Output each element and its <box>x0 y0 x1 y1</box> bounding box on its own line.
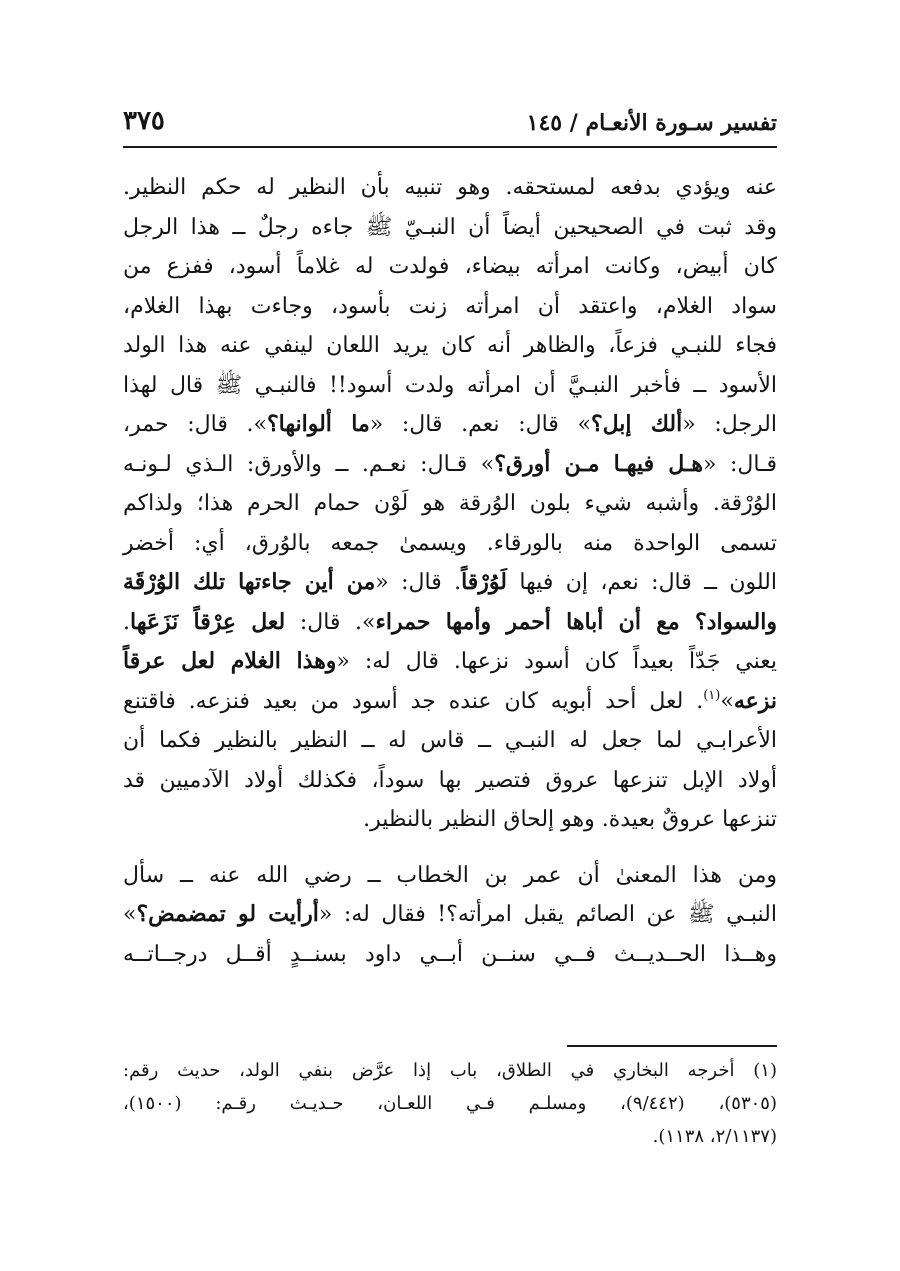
text-line: عنه ويؤدي بدفعه لمستحقه. وهو تنبيه بأن النظير له حكم النظير. <box>123 175 777 200</box>
hadith-quote: والسواد؟ مع أن أباها أحمر وأمها حمراء <box>375 608 777 635</box>
footnote-marker[interactable]: (١) <box>703 687 721 703</box>
text-line: كان أبيض، وكانت امرأته بيضاء، فولدت له غلاماً أسود، ففزع من <box>123 254 777 279</box>
text-line: الرجل: «ألك إبل؟» قال: نعم. قال: «ما ألوانها؟». قال: حمر، <box>123 411 777 437</box>
text-line: فجاء للنبـي فزعاً، والظاهر أنه كان يريد اللعان لينفي عنه هذا الولد <box>123 333 777 358</box>
hadith-quote: نزعه <box>733 687 777 714</box>
text-line: تنزعها عروقٌ بعيدة. وهو إلحاق النظير بالنظير. <box>363 807 777 832</box>
hadith-quote: ما ألوانها؟ <box>266 411 370 437</box>
header-title: تفسير سـورة الأنعـام / ١٤٥ <box>526 110 777 136</box>
text-line: وهــذا الحــديــث فــي سنــن أبــي داود بسنــدٍ أقــل درجــاتــه <box>123 941 777 967</box>
footnote-separator <box>567 1045 777 1047</box>
footnote-line: (١) أخرجه البخاري في الطلاق، باب إذا عرَّض بنفي الولد، حديث رقم: <box>123 1060 777 1081</box>
text-line: وقد ثبت في الصحيحين أيضاً أن النبـيّ ﷺ جاءه رجلٌ ــ هذا الرجل <box>123 214 777 240</box>
text-line: قـال: «هـل فيهـا مـن أورق؟» قـال: نعـم. ــ والأورق: الـذي لـونـه <box>123 450 777 477</box>
hadith-quote: ألك إبل؟ <box>590 411 683 437</box>
main-text <box>123 168 777 974</box>
text-line: الوُرْقة. وأشبه شيء بلون الوُرقة هو لَوْن حمام الحرم هذا؛ ولذاكم <box>123 491 777 516</box>
hadith-quote: أرأيت لو تمضمض؟ <box>136 901 319 927</box>
text-line: الأعرابـي لما جعل له النبـي ــ قاس له ــ النظير بالنظير فكما أن <box>123 728 777 753</box>
page-number: ٣٧٥ <box>123 106 165 136</box>
text-line: يعني جَدّاً بعيداً كان أسود نزعها. قال له: «وهذا الغلام لعل عرقاً <box>123 648 777 674</box>
text-line: الأسود ــ فأخبر النبـيَّ أن امرأته ولدت أسود!! فالنبـي ﷺ قال لهذا <box>123 372 777 398</box>
hadith-quote: من أين جاءتها تلك الوُرْقَة <box>123 569 376 595</box>
footnote-line: (٢/١١٣٧، ١١٣٨). <box>652 1126 777 1147</box>
running-header <box>123 104 777 148</box>
text-line: والسواد؟ مع أن أباها أحمر وأمها حمراء». قال: لعل عِرْقاً نَزَعَها. <box>123 608 777 635</box>
text-line: تسمى الواحدة منه بالورقاء. ويسمىٰ جمعه بالوُرق، أي: أخضر <box>123 530 777 556</box>
hadith-quote: لَوُرْقاً <box>461 569 507 595</box>
hadith-quote: هـل فيهـا مـن أورق؟ <box>494 450 703 477</box>
text-line: سواد الغلام، واعتقد أن امرأته زنت بأسود، وجاءت بهذا الغلام، <box>123 293 777 319</box>
text-line: ومن هذا المعنىٰ أن عمر بن الخطاب ــ رضي الله عنه ــ سأل <box>123 862 777 888</box>
text-line: أولاد الإبل تنزعها عروق فتصير بها سوداً، فكذلك أولاد الآدميين قد <box>123 767 777 793</box>
footnotes <box>123 1054 777 1153</box>
hadith-quote: وهذا الغلام لعل عرقاً <box>123 648 337 674</box>
text-line: نزعه»$^{(١)}$. لعل أحد أبويه كان عنده جد أسود من بعيد فنزعه. فاقتنع <box>123 687 777 714</box>
footnote-line: (٥٣٠٥)، (٩/٤٤٢)، ومسلـم فـي اللعـان، حـديـث رقـم: (١٥٠٠)، <box>123 1093 777 1114</box>
text-line: اللون ــ قال: نعم، إن فيها لَوُرْقاً. قال: «من أين جاءتها تلك الوُرْقَة <box>123 569 777 595</box>
text-line: النبـي ﷺ عن الصائم يقبل امرأته؟! فقال له: «أرأيت لو تمضمض؟» <box>123 901 777 927</box>
hadith-quote: لعل عِرْقاً نَزَعَها <box>130 608 286 635</box>
